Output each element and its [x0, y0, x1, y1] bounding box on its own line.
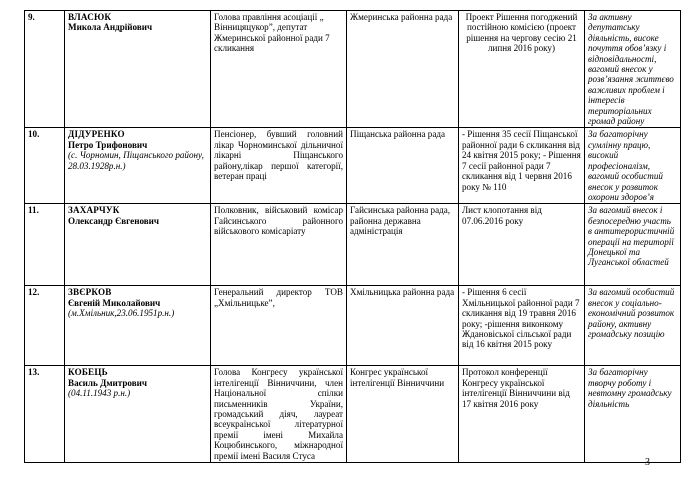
page-number: 3	[645, 457, 650, 468]
person-surname: ЗАХАРЧУК	[68, 205, 120, 216]
merit-cell: За багаторічну сумлінну працю, високий професіоналізм, вагомий особистий внесок у розвиток охорони здоров’я	[585, 128, 681, 204]
table-row	[25, 366, 681, 463]
person-given-name: Петро Трифонович	[68, 139, 148, 150]
document-cell: Проект Рішення погоджений постійною комісією (проект рішення на чергову сесію 21 липня 2016 року)	[459, 11, 585, 128]
table-row	[25, 286, 681, 366]
row-number: 10.	[25, 128, 65, 204]
table-row	[25, 204, 681, 286]
nominator-cell: Конгрес української інтелігенції Вінниччини	[347, 366, 459, 463]
table-row	[25, 11, 681, 128]
person-cell	[65, 204, 211, 286]
position-cell: Генеральний директор ТОВ „Хмільницьке”,	[211, 286, 347, 366]
person-cell	[65, 366, 211, 463]
document-cell: Лист клопотання від 07.06.2016 року	[459, 204, 585, 286]
position-cell: Голова правління асоціації „ Вінницяцукор”, депутат Жмеринської районної ради 7 скликання	[211, 11, 347, 128]
position-cell: Полковник, військовий комісар Гайсинського районного військового комісаріату	[211, 204, 347, 286]
nominator-cell: Жмеринська районна рада	[347, 11, 459, 128]
nominator-cell: Гайсинська районна рада, районна державна адміністрація	[347, 204, 459, 286]
merit-cell: За багаторічну творчу роботу і невтомну громадську діяльність	[585, 366, 681, 463]
person-given-name: Микола Андрійович	[68, 22, 153, 33]
position-cell: Голова Конгресу української інтелігенції Вінниччини, член Національної спілки письменників України, громадський діяч, лауреат всеукраїнської літературної премії імені Михайла Коцюбинського, міжнародної премії імені Василя Стуса	[211, 366, 347, 463]
position-cell: Пенсіонер, бувший головний лікар Чорноминської дільничної лікарні Піщанського району,лікар першої категорії, ветеран праці	[211, 128, 347, 204]
person-cell	[65, 128, 211, 204]
awards-table	[24, 10, 681, 463]
row-number: 12.	[25, 286, 65, 366]
person-given-name: Євгеній Миколайович	[68, 297, 161, 308]
person-surname: ВЛАСЮК	[68, 12, 112, 22]
person-given-name: Олександр Євгенович	[68, 215, 160, 226]
person-note: (04.11.1943 р.н.)	[68, 388, 131, 399]
person-surname: КОБЕЦЬ	[68, 367, 108, 378]
document-cell: - Рішення 6 сесії Хмільницької районної ради 7 скликання від 19 травня 2016 року; -рішення виконкому Ждановіської сільської ради від 16 квітня 2015 року	[459, 286, 585, 366]
merit-cell: За активну депутатську діяльність, високе почуття обов’язку і відповідальності, вагомий внесок у розв’язання життєво важливих проблем і інтересів територіальних громад району	[585, 11, 681, 128]
document-cell: - Рішення 35 сесії Піщанської районної ради 6 скликання від 24 квітня 2015 року; - Рішення 7 сесії районної ради 7 скликання від 1 червня 2016 року № 110	[459, 128, 585, 204]
person-note: (м.Хмільник,23.06.1951р.н.)	[68, 308, 175, 319]
merit-cell: За вагомий внесок і безпосередню участь в антитерористичній операції на території Донецької та Луганської областей	[585, 204, 681, 286]
person-surname: ЗВЄРКОВ	[68, 287, 112, 298]
person-note: (с. Чорномин, Піщанського району, 28.03.1928р.н.)	[68, 150, 204, 171]
row-number: 11.	[25, 204, 65, 286]
merit-cell: За вагомий особистий внесок у соціально-економічний розвиток району, активну громадську позицію	[585, 286, 681, 366]
nominator-cell: Хмільницька районна рада	[347, 286, 459, 366]
nominator-cell: Піщанська районна рада	[347, 128, 459, 204]
person-cell	[65, 286, 211, 366]
document-cell: Протокол конференції Конгресу української інтелігенції Вінниччини від 17 квітня 2016 року	[459, 366, 585, 463]
person-given-name: Василь Дмитрович	[68, 377, 147, 388]
row-number: 13.	[25, 366, 65, 463]
row-number: 9.	[25, 11, 65, 128]
table-row	[25, 128, 681, 204]
person-surname: ДІДУРЕНКО	[68, 129, 125, 140]
person-cell	[65, 11, 211, 128]
